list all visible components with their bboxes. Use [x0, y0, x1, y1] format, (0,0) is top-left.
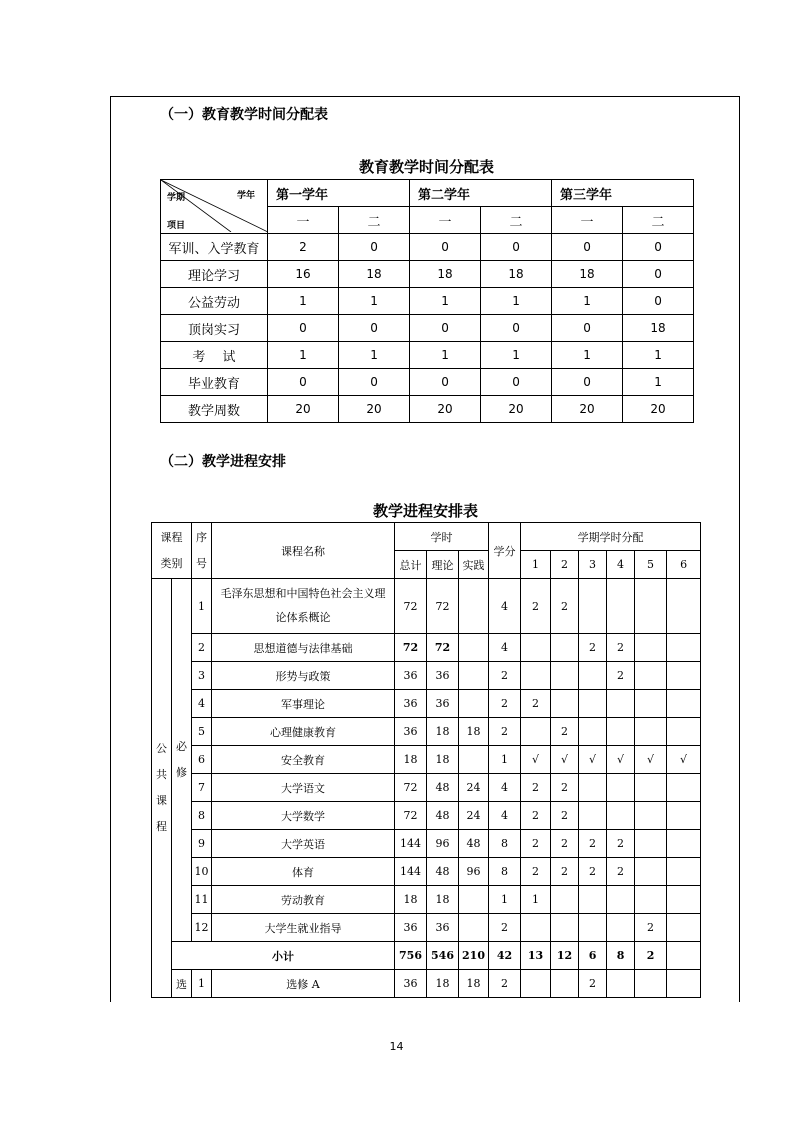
semester-hours-cell: 2: [521, 830, 551, 858]
subtotal-total: 756: [395, 942, 427, 970]
row-label: 顶岗实习: [161, 315, 268, 342]
subtotal-semester-cell: 8: [607, 942, 635, 970]
practice-cell: [459, 634, 489, 662]
semester-hours-cell: 2: [551, 718, 579, 746]
course-name-cell: 大学生就业指导: [212, 914, 395, 942]
total-cell: 36: [395, 690, 427, 718]
value-cell: 16: [268, 261, 339, 288]
corner-header-cell: [161, 180, 268, 234]
total-cell: 18: [395, 886, 427, 914]
practice-cell: [459, 914, 489, 942]
table-row: [152, 802, 701, 830]
section2-title: （二）教学进程安排: [160, 454, 286, 470]
semester-hours-cell: [607, 690, 635, 718]
category-required: 必 修: [172, 579, 192, 942]
table-row: [152, 746, 701, 774]
subtotal-row: [152, 942, 701, 970]
value-cell: 1: [339, 288, 410, 315]
credit-cell: 1: [489, 886, 521, 914]
year-header-3: 第三学年: [552, 180, 694, 207]
semester-hours-cell: [579, 914, 607, 942]
table-row: [161, 396, 694, 423]
value-cell: 0: [339, 315, 410, 342]
course-name-cell: 体育: [212, 858, 395, 886]
table-row: [152, 634, 701, 662]
semester-hours-cell: [579, 718, 607, 746]
table-row: [152, 718, 701, 746]
credit-cell: 2: [489, 690, 521, 718]
total-cell: 36: [395, 662, 427, 690]
semester-hours-cell: [579, 662, 607, 690]
value-cell: 20: [623, 396, 694, 423]
semester-hours-cell: √: [579, 746, 607, 774]
value-cell: 2: [268, 234, 339, 261]
semester-hours-cell: 2: [521, 858, 551, 886]
header-semester: 3: [579, 551, 607, 579]
value-cell: 1: [268, 342, 339, 369]
table-row: [152, 690, 701, 718]
corner-label-semester: 学期: [167, 193, 186, 203]
theory-cell: 36: [427, 662, 459, 690]
value-cell: 1: [481, 342, 552, 369]
value-cell: 20: [268, 396, 339, 423]
value-cell: 0: [339, 234, 410, 261]
teaching-schedule-table: [151, 522, 701, 998]
value-cell: 1: [623, 342, 694, 369]
theory-cell: 72: [427, 634, 459, 662]
subtotal-practice: 210: [459, 942, 489, 970]
semester-hours-cell: [635, 830, 667, 858]
course-name-cell: 军事理论: [212, 690, 395, 718]
theory-cell: 18: [427, 970, 459, 998]
table-row: [152, 579, 701, 634]
semester-hours-cell: 2: [521, 690, 551, 718]
semester-hours-cell: [635, 634, 667, 662]
practice-cell: [459, 886, 489, 914]
semester-hours-cell: [521, 970, 551, 998]
header-course-category: 课程 类别: [152, 523, 192, 579]
semester-hours-cell: [579, 579, 607, 634]
value-cell: 1: [481, 288, 552, 315]
header-semester: 1: [521, 551, 551, 579]
table-row: [152, 858, 701, 886]
subtotal-label: 小计: [172, 942, 395, 970]
value-cell: 0: [339, 369, 410, 396]
semester-hours-cell: [607, 970, 635, 998]
course-name-cell: 思想道德与法律基础: [212, 634, 395, 662]
semester-hours-cell: 2: [521, 579, 551, 634]
practice-cell: [459, 690, 489, 718]
semester-hours-cell: [521, 634, 551, 662]
table-row: [161, 342, 694, 369]
semester-hours-cell: [667, 830, 701, 858]
semester-hours-cell: 2: [551, 579, 579, 634]
semester-hours-cell: [607, 579, 635, 634]
semester-header: 二: [481, 207, 552, 234]
subtotal-semester-cell: 6: [579, 942, 607, 970]
credit-cell: 4: [489, 774, 521, 802]
value-cell: 1: [268, 288, 339, 315]
seq-cell: 5: [192, 718, 212, 746]
semester-hours-cell: [635, 886, 667, 914]
semester-hours-cell: [607, 886, 635, 914]
semester-hours-cell: 2: [579, 830, 607, 858]
total-cell: 72: [395, 634, 427, 662]
semester-hours-cell: [579, 802, 607, 830]
semester-hours-cell: [579, 774, 607, 802]
semester-hours-cell: [635, 802, 667, 830]
semester-hours-cell: 2: [607, 858, 635, 886]
semester-hours-cell: 2: [521, 774, 551, 802]
course-name-cell: 毛泽东思想和中国特色社会主义理论体系概论: [212, 579, 395, 634]
semester-hours-cell: [607, 914, 635, 942]
semester-hours-cell: [607, 802, 635, 830]
semester-hours-cell: [667, 886, 701, 914]
practice-cell: 24: [459, 774, 489, 802]
semester-hours-cell: [521, 718, 551, 746]
value-cell: 0: [623, 261, 694, 288]
value-cell: 0: [410, 234, 481, 261]
year-header-1: 第一学年: [268, 180, 410, 207]
header-course-name: 课程名称: [212, 523, 395, 579]
credit-cell: 8: [489, 858, 521, 886]
semester-hours-cell: [667, 858, 701, 886]
course-name-cell: 劳动教育: [212, 886, 395, 914]
semester-hours-cell: [667, 914, 701, 942]
total-cell: 72: [395, 802, 427, 830]
value-cell: 18: [552, 261, 623, 288]
total-cell: 36: [395, 914, 427, 942]
course-name-cell: 心理健康教育: [212, 718, 395, 746]
table-row: [152, 970, 701, 998]
semester-hours-cell: √: [521, 746, 551, 774]
theory-cell: 18: [427, 718, 459, 746]
semester-hours-cell: 1: [521, 886, 551, 914]
value-cell: 0: [481, 315, 552, 342]
semester-hours-cell: 2: [521, 802, 551, 830]
table-row: [161, 369, 694, 396]
seq-cell: 1: [192, 579, 212, 634]
credit-cell: 2: [489, 662, 521, 690]
category-elective: 选: [172, 970, 192, 998]
value-cell: 0: [552, 234, 623, 261]
semester-hours-cell: √: [667, 746, 701, 774]
semester-hours-cell: [667, 579, 701, 634]
semester-hours-cell: [551, 970, 579, 998]
value-cell: 20: [481, 396, 552, 423]
value-cell: 1: [552, 288, 623, 315]
semester-hours-cell: √: [635, 746, 667, 774]
value-cell: 0: [481, 234, 552, 261]
course-name-cell: 安全教育: [212, 746, 395, 774]
total-cell: 72: [395, 579, 427, 634]
total-cell: 36: [395, 970, 427, 998]
semester-header: 一: [268, 207, 339, 234]
year-header-2: 第二学年: [410, 180, 552, 207]
header-semester: 4: [607, 551, 635, 579]
total-cell: 72: [395, 774, 427, 802]
corner-label-item: 项目: [167, 221, 186, 231]
seq-cell: 9: [192, 830, 212, 858]
semester-hours-cell: √: [551, 746, 579, 774]
theory-cell: 18: [427, 886, 459, 914]
semester-hours-cell: [635, 774, 667, 802]
table-row: [152, 914, 701, 942]
semester-hours-cell: 2: [607, 662, 635, 690]
theory-cell: 48: [427, 802, 459, 830]
value-cell: 0: [268, 369, 339, 396]
theory-cell: 48: [427, 774, 459, 802]
header-semester: 6: [667, 551, 701, 579]
semester-header: 二: [339, 207, 410, 234]
table-row: [152, 886, 701, 914]
semester-hours-cell: [667, 802, 701, 830]
practice-cell: [459, 746, 489, 774]
semester-hours-cell: [667, 634, 701, 662]
table-row: [161, 288, 694, 315]
header-credit: 学分: [489, 523, 521, 579]
semester-hours-cell: [635, 858, 667, 886]
seq-cell: 2: [192, 634, 212, 662]
table-row: [152, 662, 701, 690]
row-label: 教学周数: [161, 396, 268, 423]
semester-hours-cell: [521, 662, 551, 690]
practice-cell: 24: [459, 802, 489, 830]
value-cell: 1: [552, 342, 623, 369]
table-row: [161, 234, 694, 261]
value-cell: 0: [552, 315, 623, 342]
theory-cell: 18: [427, 746, 459, 774]
value-cell: 0: [268, 315, 339, 342]
corner-label-year: 学年: [237, 191, 256, 201]
semester-hours-cell: [635, 662, 667, 690]
total-cell: 144: [395, 858, 427, 886]
subtotal-semester-cell: 2: [635, 942, 667, 970]
row-label: 军训、入学教育: [161, 234, 268, 261]
seq-cell: 1: [192, 970, 212, 998]
theory-cell: 36: [427, 914, 459, 942]
seq-cell: 6: [192, 746, 212, 774]
page-number: 14: [389, 1040, 404, 1053]
semester-hours-cell: 2: [607, 830, 635, 858]
semester-hours-cell: 2: [551, 802, 579, 830]
semester-hours-cell: [579, 690, 607, 718]
credit-cell: 8: [489, 830, 521, 858]
header-semester: 2: [551, 551, 579, 579]
row-label: 理论学习: [161, 261, 268, 288]
table-row: [152, 830, 701, 858]
total-cell: 144: [395, 830, 427, 858]
category-public: 公 共 课 程: [152, 579, 172, 998]
practice-cell: 18: [459, 970, 489, 998]
table-row: [161, 315, 694, 342]
value-cell: 0: [623, 234, 694, 261]
value-cell: 1: [410, 342, 481, 369]
seq-cell: 7: [192, 774, 212, 802]
header-practice: 实践: [459, 551, 489, 579]
row-label: 考 试: [161, 342, 268, 369]
total-cell: 36: [395, 718, 427, 746]
practice-cell: [459, 662, 489, 690]
value-cell: 0: [552, 369, 623, 396]
semester-header: 二: [623, 207, 694, 234]
semester-hours-cell: 2: [579, 858, 607, 886]
semester-hours-cell: [551, 886, 579, 914]
semester-hours-cell: [635, 970, 667, 998]
semester-hours-cell: [551, 634, 579, 662]
value-cell: 20: [552, 396, 623, 423]
semester-hours-cell: 2: [551, 774, 579, 802]
theory-cell: 96: [427, 830, 459, 858]
value-cell: 0: [410, 369, 481, 396]
semester-hours-cell: [579, 886, 607, 914]
credit-cell: 2: [489, 970, 521, 998]
course-name-cell: 大学语文: [212, 774, 395, 802]
subtotal-semester-cell: 13: [521, 942, 551, 970]
table1-title: 教育教学时间分配表: [358, 158, 494, 176]
value-cell: 0: [481, 369, 552, 396]
subtotal-credit: 42: [489, 942, 521, 970]
time-allocation-table: [160, 179, 694, 423]
semester-hours-cell: 2: [607, 634, 635, 662]
value-cell: 20: [410, 396, 481, 423]
seq-cell: 11: [192, 886, 212, 914]
value-cell: 20: [339, 396, 410, 423]
semester-hours-cell: [667, 970, 701, 998]
seq-cell: 3: [192, 662, 212, 690]
credit-cell: 4: [489, 634, 521, 662]
row-label: 公益劳动: [161, 288, 268, 315]
value-cell: 1: [623, 369, 694, 396]
seq-cell: 12: [192, 914, 212, 942]
value-cell: 1: [410, 288, 481, 315]
course-name-cell: 形势与政策: [212, 662, 395, 690]
practice-cell: 48: [459, 830, 489, 858]
course-name-cell: 大学英语: [212, 830, 395, 858]
practice-cell: 18: [459, 718, 489, 746]
header-theory: 理论: [427, 551, 459, 579]
semester-hours-cell: [635, 690, 667, 718]
semester-hours-cell: [635, 718, 667, 746]
header-sequence: 序 号: [192, 523, 212, 579]
value-cell: 18: [481, 261, 552, 288]
credit-cell: 1: [489, 746, 521, 774]
theory-cell: 72: [427, 579, 459, 634]
value-cell: 18: [623, 315, 694, 342]
table-row: [152, 774, 701, 802]
semester-hours-cell: [607, 774, 635, 802]
header-semester: 5: [635, 551, 667, 579]
semester-hours-cell: [635, 579, 667, 634]
semester-hours-cell: 2: [579, 970, 607, 998]
subtotal-semester-cell: 12: [551, 942, 579, 970]
semester-hours-cell: [667, 718, 701, 746]
semester-hours-cell: [551, 690, 579, 718]
semester-header: 一: [410, 207, 481, 234]
practice-cell: [459, 579, 489, 634]
value-cell: 0: [410, 315, 481, 342]
value-cell: 18: [339, 261, 410, 288]
total-cell: 18: [395, 746, 427, 774]
header-total: 总计: [395, 551, 427, 579]
row-label: 毕业教育: [161, 369, 268, 396]
table-row: [161, 261, 694, 288]
seq-cell: 10: [192, 858, 212, 886]
semester-hours-cell: 2: [579, 634, 607, 662]
semester-hours-cell: 2: [635, 914, 667, 942]
semester-hours-cell: [667, 774, 701, 802]
semester-hours-cell: [521, 914, 551, 942]
value-cell: 1: [339, 342, 410, 369]
header-hours: 学时: [395, 523, 489, 551]
semester-hours-cell: 2: [551, 830, 579, 858]
subtotal-semester-cell: [667, 942, 701, 970]
semester-hours-cell: [667, 690, 701, 718]
section1-title: （一）教育教学时间分配表: [160, 107, 328, 123]
theory-cell: 36: [427, 690, 459, 718]
semester-hours-cell: √: [607, 746, 635, 774]
seq-cell: 4: [192, 690, 212, 718]
value-cell: 18: [410, 261, 481, 288]
semester-hours-cell: [667, 662, 701, 690]
credit-cell: 2: [489, 718, 521, 746]
semester-hours-cell: [607, 718, 635, 746]
value-cell: 0: [623, 288, 694, 315]
course-name-cell: 选修 A: [212, 970, 395, 998]
table2-title: 教学进程安排表: [372, 502, 478, 520]
credit-cell: 2: [489, 914, 521, 942]
semester-hours-cell: 2: [551, 858, 579, 886]
semester-header: 一: [552, 207, 623, 234]
subtotal-theory: 546: [427, 942, 459, 970]
theory-cell: 48: [427, 858, 459, 886]
seq-cell: 8: [192, 802, 212, 830]
header-semester-distribution: 学期学时分配: [521, 523, 701, 551]
semester-hours-cell: [551, 914, 579, 942]
semester-hours-cell: [551, 662, 579, 690]
practice-cell: 96: [459, 858, 489, 886]
course-name-cell: 大学数学: [212, 802, 395, 830]
credit-cell: 4: [489, 579, 521, 634]
credit-cell: 4: [489, 802, 521, 830]
